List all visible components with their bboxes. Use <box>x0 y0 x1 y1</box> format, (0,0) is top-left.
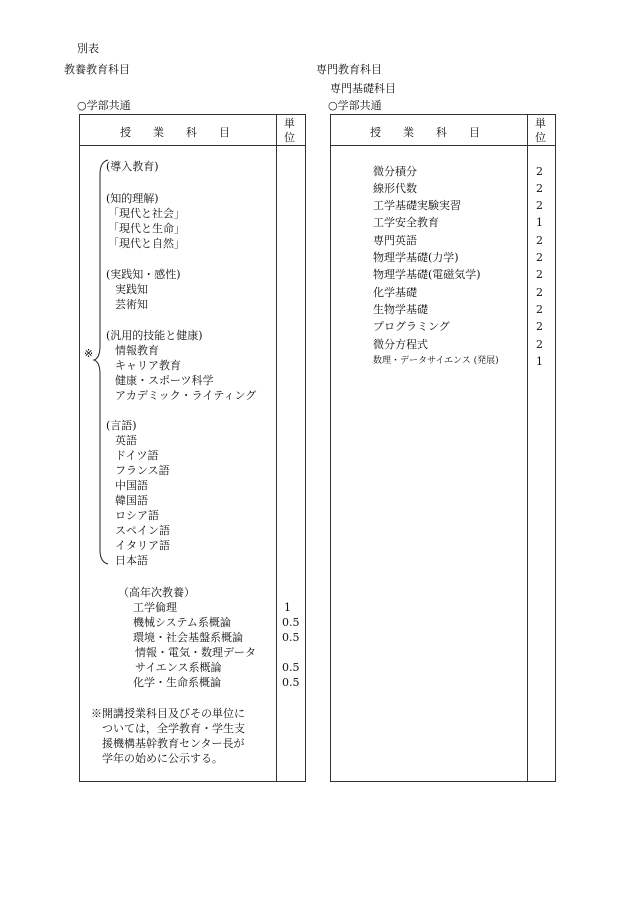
advanced-item-units: 0.5 <box>282 631 300 644</box>
list-item: スペイン語 <box>115 524 170 537</box>
right-title: 専門教育科目 <box>316 63 382 76</box>
left-table-unit-divider <box>276 114 277 782</box>
subject-name: 工学基礎実験実習 <box>373 199 461 212</box>
list-item: 英語 <box>115 434 137 447</box>
advanced-item: 機械システム系概論 <box>133 616 231 629</box>
subject-name: 物理学基礎(電磁気学) <box>373 268 481 281</box>
grouping-brace <box>92 158 114 578</box>
group-heading: (実践知・感性) <box>106 268 181 281</box>
subject-units: 2 <box>536 182 543 195</box>
subject-units: 2 <box>536 199 543 212</box>
note-line: 援機構基幹教育センター長が <box>102 737 245 750</box>
left-faculty-common: ○学部共通 <box>77 99 131 112</box>
left-title: 教養教育科目 <box>64 63 130 76</box>
advanced-item-units: 0.5 <box>282 676 300 689</box>
right-faculty-common: ○学部共通 <box>328 99 382 112</box>
list-item: 芸術知 <box>115 298 148 311</box>
list-item: アカデミック・ライティング <box>115 389 257 402</box>
left-header-unit-top: 単 <box>284 117 295 130</box>
list-item: 「現代と生命」 <box>108 222 185 235</box>
subject-name: 工学安全教育 <box>373 216 439 229</box>
annex-label: 別表 <box>77 42 99 55</box>
left-header-subject: 授 業 科 目 <box>120 126 230 139</box>
list-item: 日本語 <box>115 554 148 567</box>
list-item: ロシア語 <box>115 509 159 522</box>
list-item: ドイツ語 <box>115 449 159 462</box>
advanced-item-units: 0.5 <box>282 616 300 629</box>
subject-name: 物理学基礎(力学) <box>373 251 459 264</box>
left-header-unit-bottom: 位 <box>284 131 295 144</box>
list-item: 韓国語 <box>115 494 148 507</box>
subject-name: 数理・データサイエンス (発展) <box>373 356 499 366</box>
subject-name: 線形代数 <box>373 182 417 195</box>
advanced-item: サイエンス系概論 <box>135 661 222 674</box>
list-item: 健康・スポーツ科学 <box>115 374 214 387</box>
subject-units: 2 <box>536 268 543 281</box>
advanced-item: 化学・生命系概論 <box>133 676 221 689</box>
advanced-item: 工学倫理 <box>133 601 177 614</box>
right-table <box>330 114 556 782</box>
list-item: キャリア教育 <box>115 359 181 372</box>
subject-units: 2 <box>536 286 543 299</box>
right-table-header-rule <box>330 145 556 146</box>
subject-units: 2 <box>536 251 543 264</box>
list-item: フランス語 <box>115 464 170 477</box>
subject-units: 2 <box>536 303 543 316</box>
right-subtitle: 専門基礎科目 <box>330 82 396 95</box>
note-line: ※開講授業科目及びその単位に <box>91 707 245 720</box>
right-table-unit-divider <box>527 114 528 782</box>
advanced-heading: （高年次教養） <box>118 586 195 599</box>
subject-name: 微分方程式 <box>373 338 428 351</box>
subject-units: 1 <box>536 355 543 368</box>
advanced-item-units: 0.5 <box>282 661 300 674</box>
advanced-item-units: 1 <box>284 601 291 614</box>
list-item: 中国語 <box>115 479 148 492</box>
right-header-unit-bottom: 位 <box>535 131 546 144</box>
subject-units: 2 <box>536 234 543 247</box>
list-item: 実践知 <box>115 283 148 296</box>
group-heading: (導入教育) <box>106 160 159 173</box>
left-table-header-rule <box>79 145 306 146</box>
subject-name: 生物学基礎 <box>373 303 428 316</box>
right-header-unit-top: 単 <box>535 117 546 130</box>
list-item: イタリア語 <box>115 539 170 552</box>
list-item: 情報教育 <box>115 344 159 357</box>
list-item: 「現代と社会」 <box>108 207 185 220</box>
group-heading: (知的理解) <box>106 192 159 205</box>
note-line: ついては，全学教育・学生支 <box>102 722 245 735</box>
subject-name: プログラミング <box>373 320 450 333</box>
subject-units: 1 <box>536 216 543 229</box>
list-item: 「現代と自然」 <box>108 237 185 250</box>
group-heading: (言語) <box>106 419 137 432</box>
asterisk-mark: ※ <box>84 347 94 360</box>
group-heading: (汎用的技能と健康) <box>106 329 203 342</box>
subject-name: 微分積分 <box>373 165 417 178</box>
subject-name: 化学基礎 <box>373 286 417 299</box>
subject-units: 2 <box>536 165 543 178</box>
subject-units: 2 <box>536 338 543 351</box>
advanced-item: 情報・電気・数理データ <box>135 646 256 659</box>
advanced-item: 環境・社会基盤系概論 <box>133 631 243 644</box>
subject-units: 2 <box>536 320 543 333</box>
right-header-subject: 授 業 科 目 <box>370 126 480 139</box>
note-line: 学年の始めに公示する。 <box>102 752 223 765</box>
subject-name: 専門英語 <box>373 234 417 247</box>
